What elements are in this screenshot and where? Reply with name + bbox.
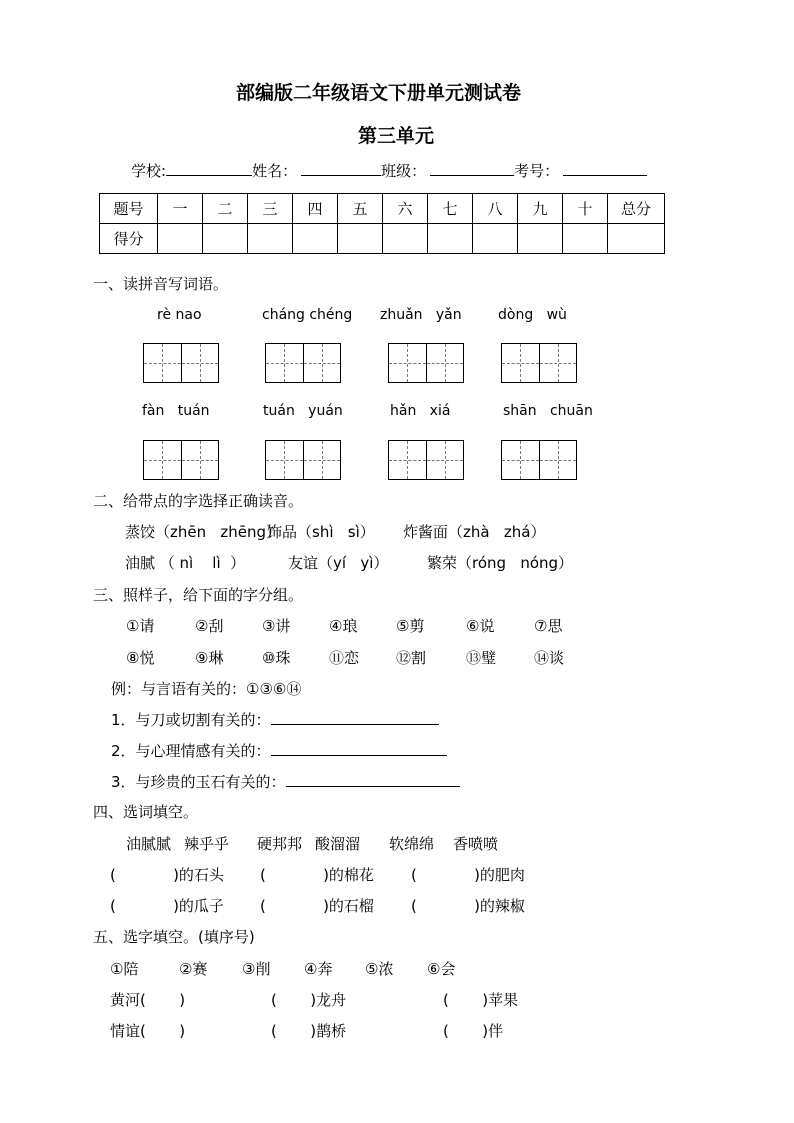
reading-choice: 油腻 （ nì lì ）: [125, 554, 246, 572]
reading-choice: 友谊（yí yì）: [288, 554, 389, 572]
score-input-cell[interactable]: [203, 224, 248, 254]
char-option: ⑫割: [396, 649, 427, 667]
page-title: 部编版二年级语文下册单元测试卷: [236, 82, 522, 104]
table-cell: 四: [293, 194, 338, 224]
score-input-cell[interactable]: [608, 224, 665, 254]
pinyin-label: cháng chéng: [262, 307, 353, 323]
char-option: ②赛: [179, 960, 208, 978]
fill-blank[interactable]: ( )的瓜子: [110, 897, 224, 915]
writing-grid[interactable]: [501, 343, 577, 383]
char-option: ④琅: [329, 617, 358, 635]
score-input-cell[interactable]: [428, 224, 473, 254]
section2-title: 二、给带点的字选择正确读音。: [93, 492, 304, 510]
char-option: ⑪恋: [329, 649, 360, 667]
section1-title: 一、读拼音写词语。: [93, 275, 229, 293]
table-cell: 十: [563, 194, 608, 224]
answer-line[interactable]: [286, 772, 460, 787]
grouping-question: [111, 771, 460, 792]
section3-title: 三、照样子，给下面的字分组。: [93, 586, 304, 604]
fill-blank[interactable]: ( )苹果: [443, 991, 519, 1009]
fill-blank[interactable]: ( )的棉花: [260, 866, 374, 884]
fill-blank[interactable]: ( )的石榴: [260, 897, 374, 915]
char-option: ⑥会: [427, 960, 456, 978]
fill-blank[interactable]: ( )的石头: [110, 866, 224, 884]
char-option: ⑥说: [466, 617, 495, 635]
word-option: 酸溜溜: [315, 835, 361, 853]
char-option: ⑭谈: [534, 649, 565, 667]
char-option: ⑨琳: [195, 649, 224, 667]
char-option: ⑤浓: [365, 960, 394, 978]
school-label: 学校:: [131, 162, 167, 180]
table-cell: 三: [248, 194, 293, 224]
char-option: ②刮: [195, 617, 224, 635]
fill-blank[interactable]: ( )伴: [443, 1022, 504, 1040]
grouping-question: [111, 740, 447, 761]
section4-title: 四、选词填空。: [93, 803, 199, 821]
number-label: 考号：: [514, 162, 560, 180]
char-option: ⑤剪: [396, 617, 425, 635]
grouping-question: [111, 709, 439, 730]
table-cell: 五: [338, 194, 383, 224]
score-input-cell[interactable]: [563, 224, 608, 254]
pinyin-label: zhuǎn yǎn: [380, 307, 462, 323]
page-subtitle: 第三单元: [358, 125, 435, 147]
score-input-cell[interactable]: [158, 224, 203, 254]
table-cell: 题号: [100, 194, 158, 224]
char-option: ①陪: [110, 960, 139, 978]
score-input-cell[interactable]: [518, 224, 563, 254]
fill-blank[interactable]: ( )龙舟: [271, 991, 347, 1009]
section5-title: 五、选字填空。(填序号): [93, 928, 255, 946]
score-table-header-row: [100, 194, 665, 224]
school-field[interactable]: [166, 161, 252, 176]
word-option: 香喷喷: [453, 835, 499, 853]
reading-choice: 繁荣（róng nóng）: [427, 554, 574, 572]
pinyin-label: fàn tuán: [142, 403, 210, 419]
score-input-cell[interactable]: [383, 224, 428, 254]
pinyin-label: hǎn xiá: [390, 403, 451, 419]
class-label: 班级：: [381, 162, 427, 180]
answer-line[interactable]: [271, 710, 439, 725]
word-option: 硬邦邦: [257, 835, 303, 853]
fill-blank[interactable]: ( )的辣椒: [411, 897, 525, 915]
info-line: [131, 160, 647, 181]
reading-choice: 蒸饺（zhēn zhēng）: [125, 523, 282, 541]
pinyin-label: tuán yuán: [263, 403, 343, 419]
question-label: 3．与珍贵的玉石有关的：: [111, 773, 286, 791]
table-cell: 一: [158, 194, 203, 224]
writing-grid[interactable]: [265, 343, 341, 383]
char-option: ⑦思: [534, 617, 563, 635]
reading-choice: 炸酱面（zhà zhá）: [403, 523, 546, 541]
fill-blank[interactable]: 情谊( ): [110, 1022, 186, 1040]
char-option: ⑧悦: [126, 649, 155, 667]
question-label: 1．与刀或切割有关的：: [111, 711, 271, 729]
pinyin-label: rè nao: [157, 307, 202, 323]
class-field[interactable]: [430, 161, 514, 176]
pinyin-label: shān chuān: [503, 403, 593, 419]
char-option: ①请: [126, 617, 155, 635]
char-option: ⑩珠: [262, 649, 291, 667]
char-option: ④奔: [304, 960, 333, 978]
example-text: 例：与言语有关的：①③⑥⑭: [111, 680, 302, 698]
writing-grid[interactable]: [388, 343, 464, 383]
writing-grid[interactable]: [143, 440, 219, 480]
pinyin-label: dòng wù: [498, 307, 567, 323]
number-field[interactable]: [563, 161, 647, 176]
char-option: ③削: [242, 960, 271, 978]
char-option: ⑬璧: [466, 649, 497, 667]
fill-blank[interactable]: ( )的肥肉: [411, 866, 525, 884]
table-cell: 得分: [100, 224, 158, 254]
writing-grid[interactable]: [265, 440, 341, 480]
score-input-cell[interactable]: [338, 224, 383, 254]
question-label: 2．与心理情感有关的：: [111, 742, 271, 760]
table-cell: 二: [203, 194, 248, 224]
table-cell: 七: [428, 194, 473, 224]
score-input-cell[interactable]: [473, 224, 518, 254]
char-option: ③讲: [262, 617, 291, 635]
writing-grid[interactable]: [388, 440, 464, 480]
table-cell: 总分: [608, 194, 665, 224]
word-option: 油腻腻: [126, 835, 172, 853]
writing-grid[interactable]: [143, 343, 219, 383]
score-table-score-row: [100, 224, 665, 254]
word-option: 软绵绵: [389, 835, 435, 853]
answer-line[interactable]: [271, 741, 447, 756]
table-cell: 八: [473, 194, 518, 224]
name-label: 姓名：: [252, 162, 298, 180]
name-field[interactable]: [301, 161, 381, 176]
score-table: [99, 193, 665, 254]
fill-blank[interactable]: 黄河( ): [110, 991, 186, 1009]
table-cell: 六: [383, 194, 428, 224]
score-input-cell[interactable]: [248, 224, 293, 254]
writing-grid[interactable]: [501, 440, 577, 480]
word-option: 辣乎乎: [184, 835, 230, 853]
reading-choice: 饰品（shì sì）: [267, 523, 375, 541]
fill-blank[interactable]: ( )鹊桥: [271, 1022, 347, 1040]
table-cell: 九: [518, 194, 563, 224]
score-input-cell[interactable]: [293, 224, 338, 254]
